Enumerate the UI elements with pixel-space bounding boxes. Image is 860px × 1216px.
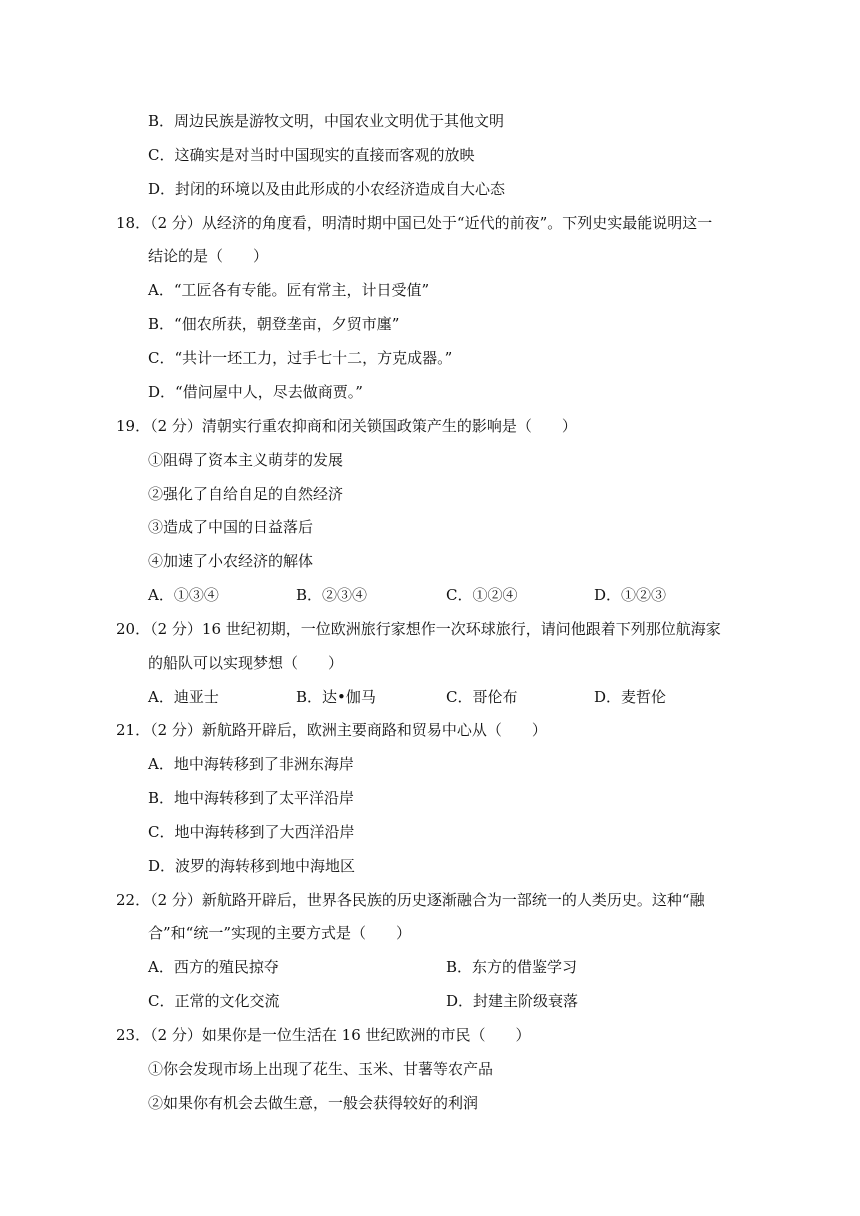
q22-option-b: B．东方的借鉴学习 bbox=[446, 958, 578, 976]
q18-stem-line1: 18．（2 分）从经济的角度看，明清时期中国已处于“近代的前夜”。下列史实最能说明这一 bbox=[116, 214, 713, 232]
q19-stem: 19．（2 分）清朝实行重农抑商和闭关锁国政策产生的影响是（ ） bbox=[116, 417, 577, 435]
q19-item-2: ②强化了自给自足的自然经济 bbox=[148, 485, 344, 503]
q19-option-b: B．②③④ bbox=[296, 586, 368, 604]
q21-option-c: C．地中海转移到了大西洋沿岸 bbox=[148, 823, 355, 841]
q22-stem-line2: 合”和“统一”实现的主要方式是（ ） bbox=[148, 924, 412, 942]
q20-option-b: B．达•伽马 bbox=[296, 688, 376, 706]
q19-option-a: A．①③④ bbox=[148, 586, 219, 604]
q20-stem-line2: 的船队可以实现梦想（ ） bbox=[148, 654, 344, 672]
q23-stem: 23．（2 分）如果你是一位生活在 16 世纪欧洲的市民（ ） bbox=[116, 1026, 531, 1044]
q17-option-c: C．这确实是对当时中国现实的直接而客观的放映 bbox=[148, 146, 475, 164]
q21-option-d: D．波罗的海转移到地中海地区 bbox=[148, 857, 356, 875]
q19-option-d: D．①②③ bbox=[594, 586, 667, 604]
q20-option-a: A．迪亚士 bbox=[148, 688, 219, 706]
q23-item-2: ②如果你有机会去做生意，一般会获得较好的利润 bbox=[148, 1094, 479, 1112]
q17-option-d: D．封闭的环境以及由此形成的小农经济造成自大心态 bbox=[148, 180, 506, 198]
q20-stem-line1: 20．（2 分）16 世纪初期，一位欧洲旅行家想作一次环球旅行，请问他跟着下列那位航海家 bbox=[116, 620, 721, 638]
q17-option-b: B．周边民族是游牧文明，中国农业文明优于其他文明 bbox=[148, 112, 505, 130]
q18-option-d: D．“借问屋中人，尽去做商贾。” bbox=[148, 383, 363, 401]
q19-item-4: ④加速了小农经济的解体 bbox=[148, 552, 314, 570]
q18-option-c: C．“共计一坯工力，过手七十二，方克成器。” bbox=[148, 349, 453, 367]
q21-option-b: B．地中海转移到了太平洋沿岸 bbox=[148, 789, 355, 807]
q18-stem-line2: 结论的是（ ） bbox=[148, 247, 269, 265]
q18-option-a: A．“工匠各有专能。匠有常主，计日受值” bbox=[148, 281, 430, 299]
q20-option-d: D．麦哲伦 bbox=[594, 688, 667, 706]
q22-option-a: A．西方的殖民掠夺 bbox=[148, 958, 279, 976]
q21-option-a: A．地中海转移到了非洲东海岸 bbox=[148, 755, 354, 773]
q21-stem: 21．（2 分）新航路开辟后，欧洲主要商路和贸易中心从（ ） bbox=[116, 721, 547, 739]
q22-option-c: C．正常的文化交流 bbox=[148, 992, 280, 1010]
q19-item-3: ③造成了中国的日益落后 bbox=[148, 518, 314, 536]
q22-option-d: D．封建主阶级衰落 bbox=[446, 992, 579, 1010]
q20-option-c: C．哥伦布 bbox=[446, 688, 518, 706]
q23-item-1: ①你会发现市场上出现了花生、玉米、甘薯等农产品 bbox=[148, 1060, 494, 1078]
q19-option-c: C．①②④ bbox=[446, 586, 518, 604]
q22-stem-line1: 22．（2 分）新航路开辟后，世界各民族的历史逐渐融合为一部统一的人类历史。这种“融 bbox=[116, 891, 705, 909]
q18-option-b: B．“佃农所获，朝登垄亩，夕贸市廛” bbox=[148, 315, 400, 333]
q19-item-1: ①阻碍了资本主义萌芽的发展 bbox=[148, 451, 344, 469]
